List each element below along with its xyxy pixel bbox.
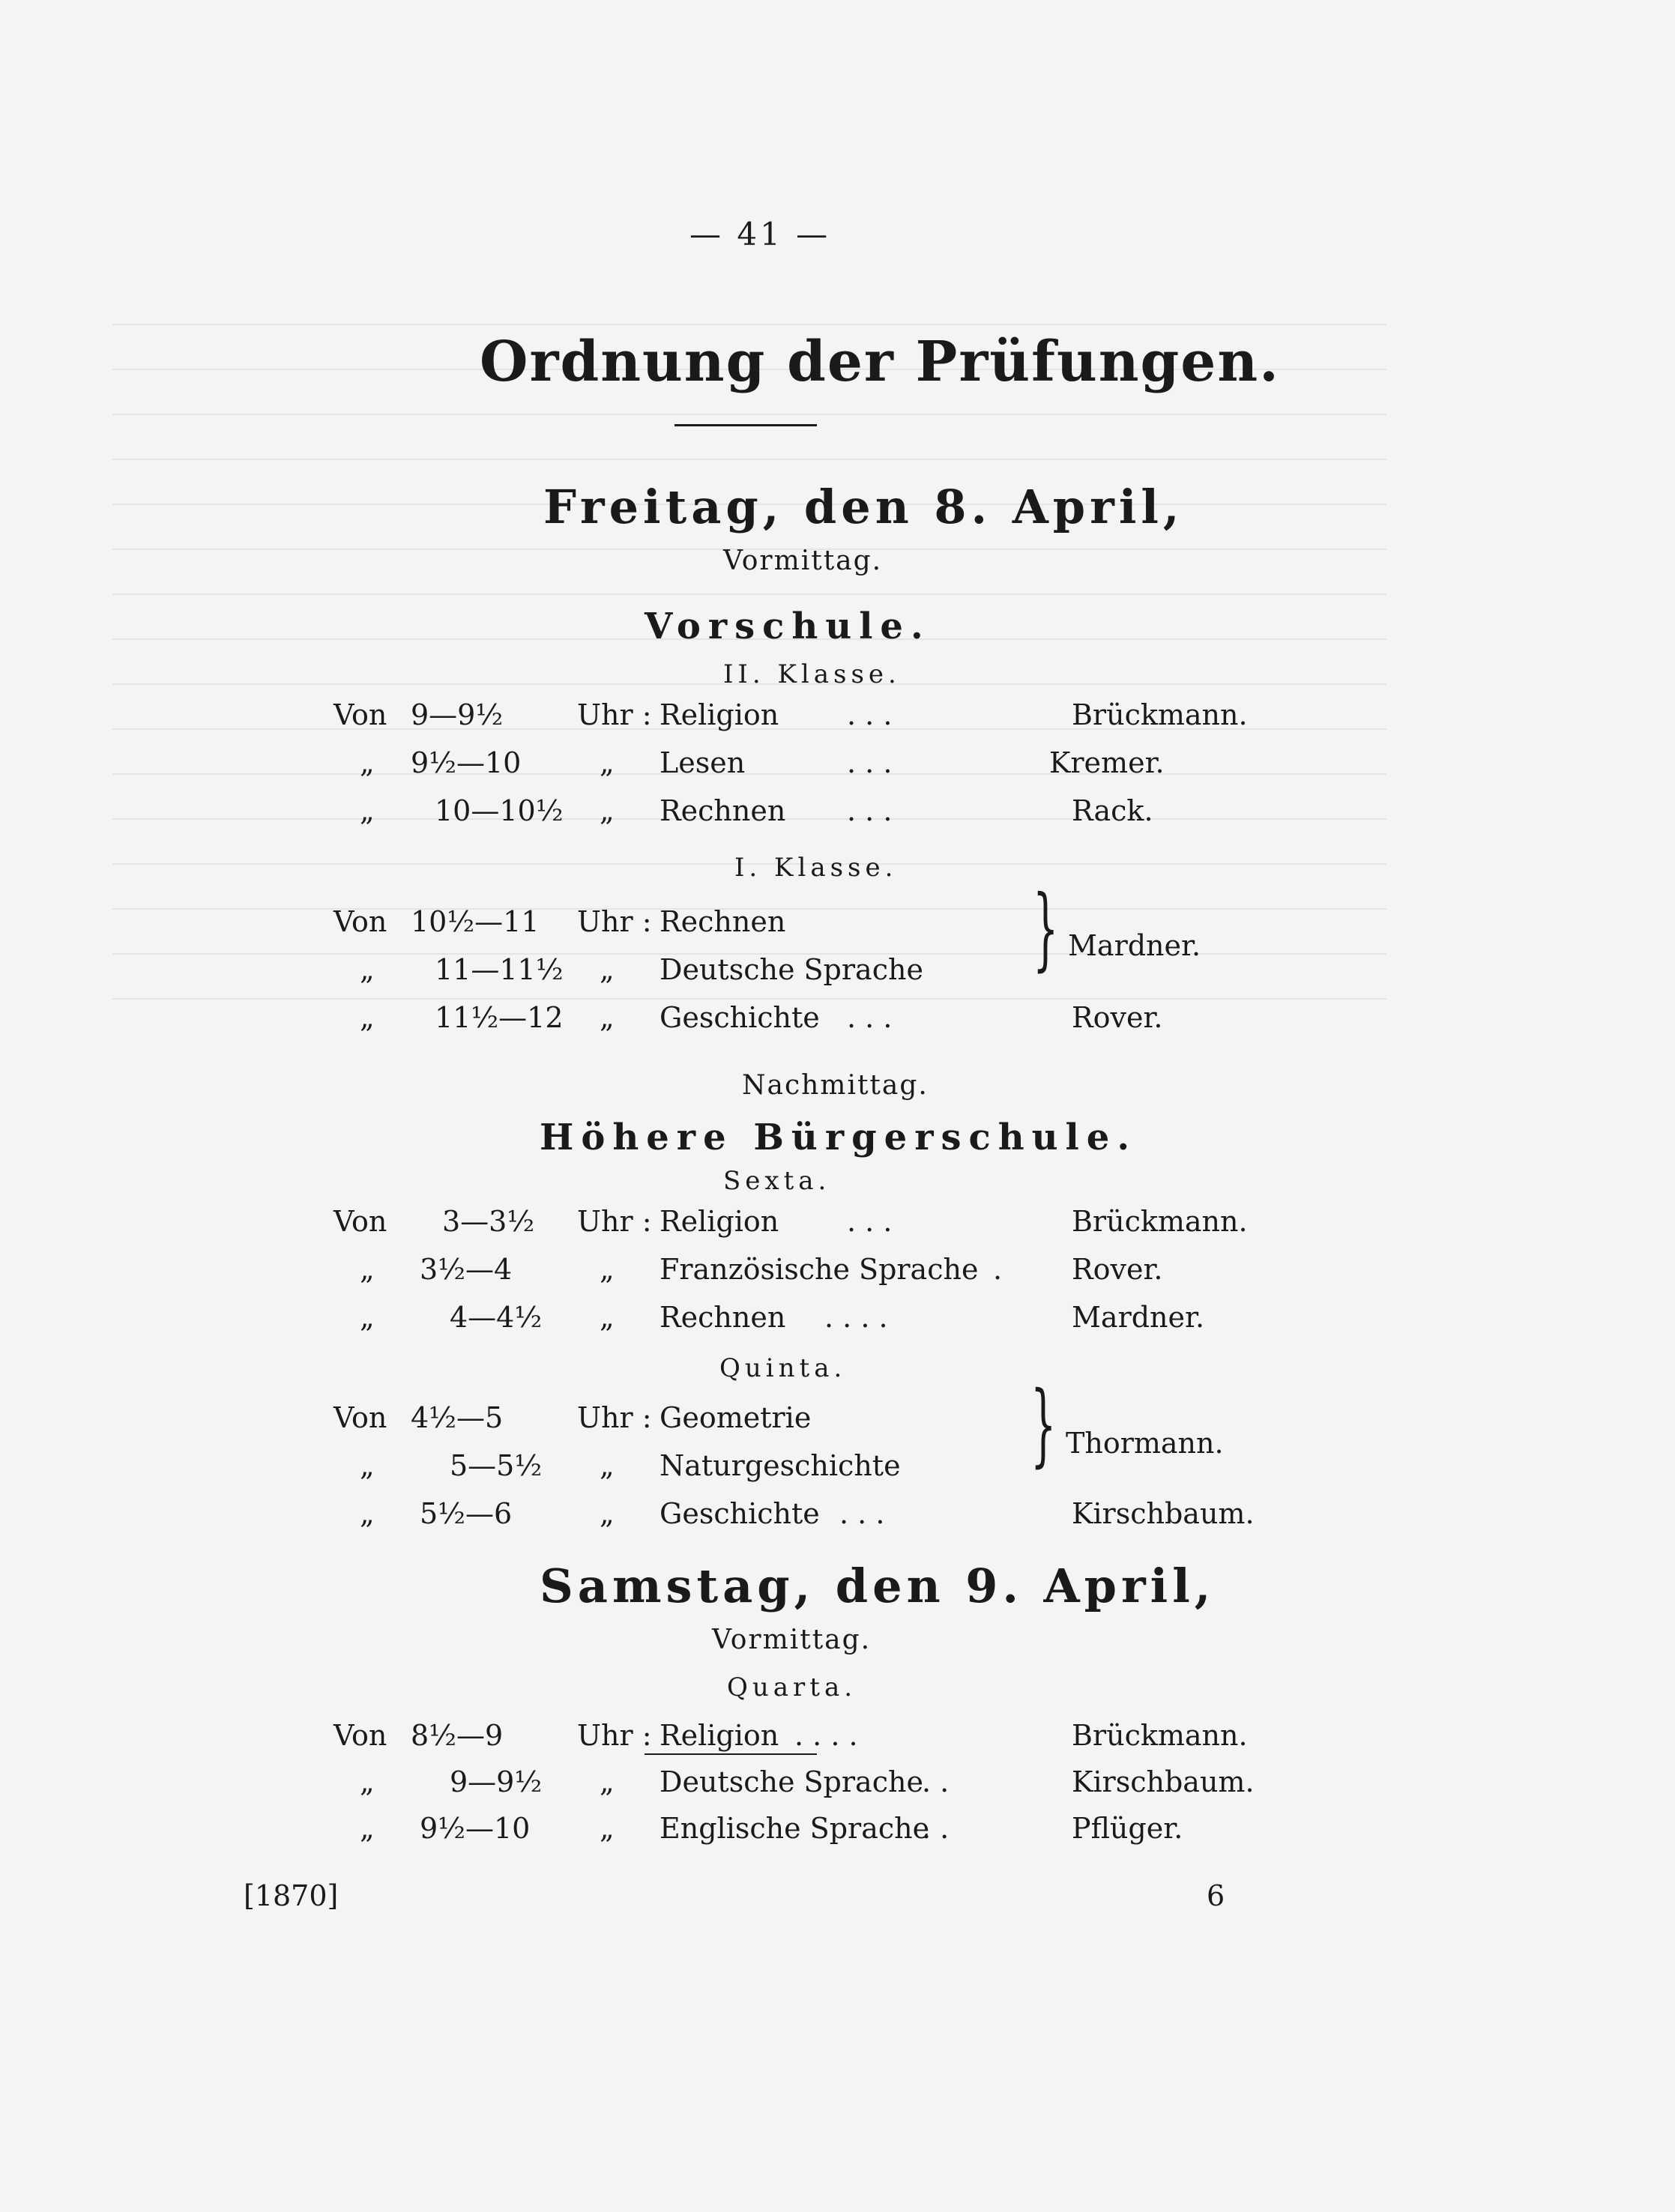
row-subject: Geschichte xyxy=(660,1497,820,1530)
row-time: 9—9½ xyxy=(411,698,504,731)
row-unit: Uhr : xyxy=(577,1401,652,1434)
row-prefix: „ xyxy=(360,746,375,779)
time-of-day-label: Vormittag. xyxy=(723,546,883,576)
row-subject: Lesen xyxy=(660,746,746,779)
row-teacher: Mardner. xyxy=(1068,929,1201,962)
school-heading: Höhere Bürgerschule. xyxy=(540,1116,1138,1158)
row-teacher: Rover. xyxy=(1072,1001,1163,1034)
footer-year: [1870] xyxy=(244,1879,339,1912)
row-dots: . . xyxy=(922,1812,950,1845)
row-dots: . . . xyxy=(847,794,893,827)
footer-sheet-number: 6 xyxy=(1207,1879,1225,1912)
row-time: 5—5½ xyxy=(450,1449,543,1482)
row-teacher: Pflüger. xyxy=(1072,1812,1183,1845)
row-dots: . . . xyxy=(839,1497,885,1530)
row-time: 10½—11 xyxy=(411,905,540,938)
row-subject: Deutsche Sprache xyxy=(660,1765,923,1798)
row-subject: Religion xyxy=(660,1719,779,1752)
row-unit: Uhr : xyxy=(577,698,652,731)
class-heading: Quinta. xyxy=(719,1353,847,1383)
row-prefix: „ xyxy=(360,1765,375,1798)
row-prefix: Von xyxy=(334,698,387,731)
row-unit: „ xyxy=(600,1449,615,1482)
bracket-brace: } xyxy=(1030,1373,1057,1477)
row-prefix: „ xyxy=(360,1812,375,1845)
row-subject: Geschichte xyxy=(660,1001,820,1034)
row-subject: Englische Sprache xyxy=(660,1812,930,1845)
row-subject: Rechnen xyxy=(660,905,786,938)
row-prefix: Von xyxy=(334,1205,387,1238)
row-time: 5½—6 xyxy=(420,1497,513,1530)
row-time: 3½—4 xyxy=(420,1253,513,1286)
row-prefix: Von xyxy=(334,1719,387,1752)
class-heading: Quarta. xyxy=(727,1672,857,1702)
row-prefix: Von xyxy=(334,1401,387,1434)
row-teacher: Thormann. xyxy=(1066,1427,1224,1460)
row-unit: Uhr : xyxy=(577,1205,652,1238)
row-unit: „ xyxy=(600,1765,615,1798)
row-subject: Rechnen xyxy=(660,794,786,827)
page-title: Ordnung der Prüfungen. xyxy=(480,330,1280,394)
row-subject: Rechnen xyxy=(660,1301,786,1334)
row-dots: . . . xyxy=(847,746,893,779)
row-prefix: „ xyxy=(360,794,375,827)
row-prefix: „ xyxy=(360,953,375,986)
bracket-brace: } xyxy=(1033,877,1059,981)
row-prefix: „ xyxy=(360,1253,375,1286)
class-heading: II. Klasse. xyxy=(723,659,901,689)
class-heading: I. Klasse. xyxy=(734,853,898,883)
school-heading: Vorschule. xyxy=(645,605,931,647)
row-subject: Geometrie xyxy=(660,1401,812,1434)
row-teacher: Mardner. xyxy=(1072,1301,1205,1334)
row-subject: Religion xyxy=(660,698,779,731)
time-of-day-label: Nachmittag. xyxy=(742,1070,929,1101)
decorative-underline xyxy=(645,1753,817,1755)
row-time: 3—3½ xyxy=(442,1205,535,1238)
row-teacher: Kirschbaum. xyxy=(1072,1765,1255,1798)
row-unit: „ xyxy=(600,1001,615,1034)
row-dots: . . xyxy=(922,1765,950,1798)
row-teacher: Brückmann. xyxy=(1072,698,1248,731)
row-teacher: Kremer. xyxy=(1049,746,1165,779)
row-unit: „ xyxy=(600,1812,615,1845)
row-unit: Uhr : xyxy=(577,905,652,938)
row-time: 10—10½ xyxy=(435,794,564,827)
row-dots: . xyxy=(993,1253,1003,1286)
row-dots: . . . xyxy=(847,1001,893,1034)
row-unit: „ xyxy=(600,953,615,986)
row-prefix: „ xyxy=(360,1497,375,1530)
row-teacher: Rover. xyxy=(1072,1253,1163,1286)
row-subject: Naturgeschichte xyxy=(660,1449,901,1482)
row-unit: „ xyxy=(600,746,615,779)
row-dots: . . . . xyxy=(794,1719,858,1752)
row-unit: „ xyxy=(600,1253,615,1286)
row-prefix: „ xyxy=(360,1301,375,1334)
day-heading: Samstag, den 9. April, xyxy=(540,1559,1216,1613)
row-time: 4½—5 xyxy=(411,1401,504,1434)
title-divider xyxy=(674,424,817,426)
row-unit: „ xyxy=(600,794,615,827)
row-teacher: Kirschbaum. xyxy=(1072,1497,1255,1530)
row-teacher: Rack. xyxy=(1072,794,1153,827)
time-of-day-label: Vormittag. xyxy=(712,1625,872,1655)
class-heading: Sexta. xyxy=(723,1166,831,1196)
row-teacher: Brückmann. xyxy=(1072,1719,1248,1752)
row-time: 9—9½ xyxy=(450,1765,543,1798)
row-time: 8½—9 xyxy=(411,1719,504,1752)
day-heading: Freitag, den 8. April, xyxy=(543,480,1184,534)
row-time: 9½—10 xyxy=(420,1812,531,1845)
row-unit: „ xyxy=(600,1301,615,1334)
row-time: 9½—10 xyxy=(411,746,522,779)
row-time: 4—4½ xyxy=(450,1301,543,1334)
row-dots: . . . xyxy=(847,1205,893,1238)
row-dots: . . . . xyxy=(824,1301,888,1334)
row-dots: . . . xyxy=(847,698,893,731)
row-subject: Religion xyxy=(660,1205,779,1238)
row-unit: „ xyxy=(600,1497,615,1530)
row-subject: Deutsche Sprache xyxy=(660,953,923,986)
row-prefix: „ xyxy=(360,1449,375,1482)
row-subject: Französische Sprache xyxy=(660,1253,979,1286)
row-time: 11½—12 xyxy=(435,1001,564,1034)
row-time: 11—11½ xyxy=(435,953,564,986)
row-teacher: Brückmann. xyxy=(1072,1205,1248,1238)
row-unit: Uhr : xyxy=(577,1719,652,1752)
page-number: — 41 — xyxy=(689,216,831,253)
row-prefix: „ xyxy=(360,1001,375,1034)
row-prefix: Von xyxy=(334,905,387,938)
